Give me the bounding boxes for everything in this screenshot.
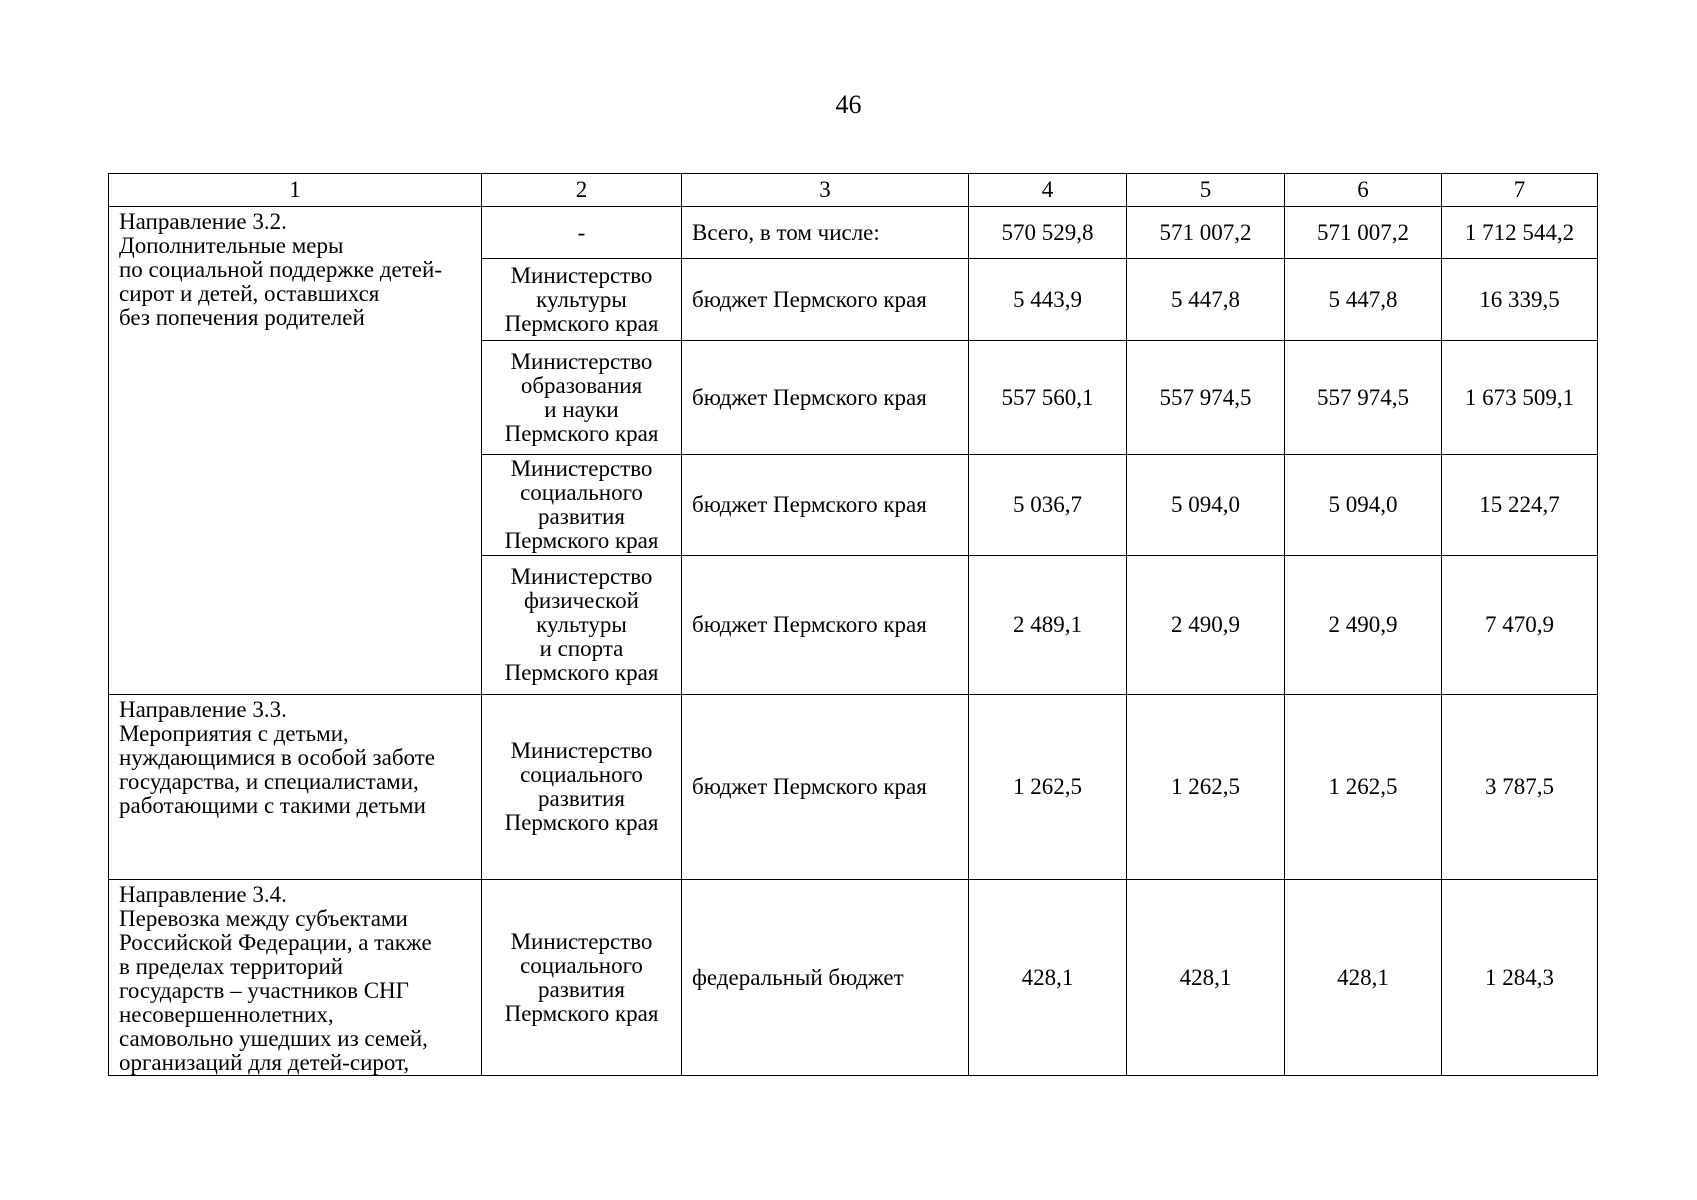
ministry-text: физической [524,588,639,613]
ministry-text: Министерство [510,564,653,589]
ministry-text: - [577,219,586,245]
funding-source: бюджет Пермского края [682,259,969,341]
ministry-cell [482,455,682,556]
direction-text: государств – участников СНГ [119,978,409,1003]
column-number: 1 [109,174,482,207]
value-cell: 5 447,8 [1127,259,1285,341]
value-cell: 5 447,8 [1285,259,1442,341]
direction-text: работающими с такими детьми [119,793,426,818]
ministry-text: социального [520,952,643,978]
column-number: 4 [969,174,1127,207]
direction-cell [109,695,482,880]
ministry-text: Пермского края [504,310,659,336]
ministry-text: и науки [544,396,619,422]
value-cell: 1 284,3 [1442,880,1598,1076]
table-row [109,695,1598,880]
funding-source: федеральный бюджет [682,880,969,1076]
column-number: 6 [1285,174,1442,207]
direction-text: Направление 3.4. [119,882,287,907]
ministry-text: Пермского края [504,810,659,835]
budget-table [108,173,1598,1076]
column-number: 3 [682,174,969,207]
direction-text: самовольно ушедших из семей, [119,1026,428,1051]
value-cell: 1 262,5 [969,695,1127,880]
table-row [109,207,1598,259]
ministry-text: культуры [536,612,627,637]
funding-source: бюджет Пермского края [682,695,969,880]
value-cell: 557 974,5 [1285,341,1442,455]
ministry-text: Министерство [510,738,653,763]
table-row [109,880,1598,1076]
direction-text: Направление 3.2. [119,209,287,234]
ministry-text: образования [520,372,643,398]
value-cell: 1 262,5 [1127,695,1285,880]
direction-text: Российской Федерации, а также [119,930,432,955]
value-cell: 5 094,0 [1127,455,1285,556]
funding-source: бюджет Пермского края [682,455,969,556]
value-cell: 2 490,9 [1127,556,1285,695]
value-cell: 15 224,7 [1442,455,1598,556]
ministry-text: Пермского края [504,528,659,553]
direction-text: Мероприятия с детьми, [119,721,349,746]
ministry-text: развития [538,786,625,811]
ministry-text: Пермского края [504,420,659,446]
value-cell: 3 787,5 [1442,695,1598,880]
direction-text: государства, и специалистами, [119,769,419,794]
funding-source: бюджет Пермского края [682,556,969,695]
ministry-cell [482,880,682,1076]
ministry-text: развития [538,504,625,529]
direction-text: сирот и детей, оставшихся [119,281,380,306]
value-cell: 1 712 544,2 [1442,207,1598,259]
column-number: 5 [1127,174,1285,207]
direction-text: по социальной поддержке детей- [119,257,442,282]
direction-cell [109,207,482,695]
ministry-text: Министерство [510,928,653,954]
column-number-row [109,174,1598,207]
value-cell: 2 490,9 [1285,556,1442,695]
ministry-cell [482,259,682,341]
value-cell: 5 036,7 [969,455,1127,556]
ministry-text: Министерство [510,456,653,481]
ministry-cell [482,207,682,259]
ministry-text: Министерство [510,348,653,374]
funding-source: бюджет Пермского края [682,341,969,455]
column-number: 7 [1442,174,1598,207]
value-cell: 557 560,1 [969,341,1127,455]
direction-text: Перевозка между субъектами [119,906,408,931]
ministry-cell [482,556,682,695]
value-cell: 428,1 [1285,880,1442,1076]
ministry-text: развития [538,976,625,1002]
ministry-text: социального [520,480,643,505]
value-cell: 5 094,0 [1285,455,1442,556]
ministry-text: Министерство [510,262,653,288]
value-cell: 5 443,9 [969,259,1127,341]
funding-source: Всего, в том числе: [682,207,969,259]
direction-text: нуждающимися в особой заботе [119,745,436,770]
ministry-cell [482,695,682,880]
direction-text: в пределах территорий [119,954,344,979]
direction-cell [109,880,482,1076]
direction-text: организаций для детей-сирот, [119,1050,410,1075]
column-number: 2 [482,174,682,207]
value-cell: 428,1 [969,880,1127,1076]
value-cell: 7 470,9 [1442,556,1598,695]
ministry-text: социального [520,762,643,787]
value-cell: 16 339,5 [1442,259,1598,341]
value-cell: 1 673 509,1 [1442,341,1598,455]
value-cell: 2 489,1 [969,556,1127,695]
value-cell: 571 007,2 [1127,207,1285,259]
value-cell: 557 974,5 [1127,341,1285,455]
direction-text: Направление 3.3. [119,697,287,722]
value-cell: 570 529,8 [969,207,1127,259]
ministry-text: Пермского края [504,660,659,685]
ministry-text: Пермского края [504,1000,659,1026]
ministry-text: культуры [536,286,627,312]
page-number: 46 [835,90,862,119]
value-cell: 1 262,5 [1285,695,1442,880]
direction-text: несовершеннолетних, [119,1002,334,1027]
direction-text: без попечения родителей [119,305,365,330]
value-cell: 571 007,2 [1285,207,1442,259]
value-cell: 428,1 [1127,880,1285,1076]
ministry-text: и спорта [539,636,624,661]
direction-text: Дополнительные меры [119,233,344,258]
ministry-cell [482,341,682,455]
